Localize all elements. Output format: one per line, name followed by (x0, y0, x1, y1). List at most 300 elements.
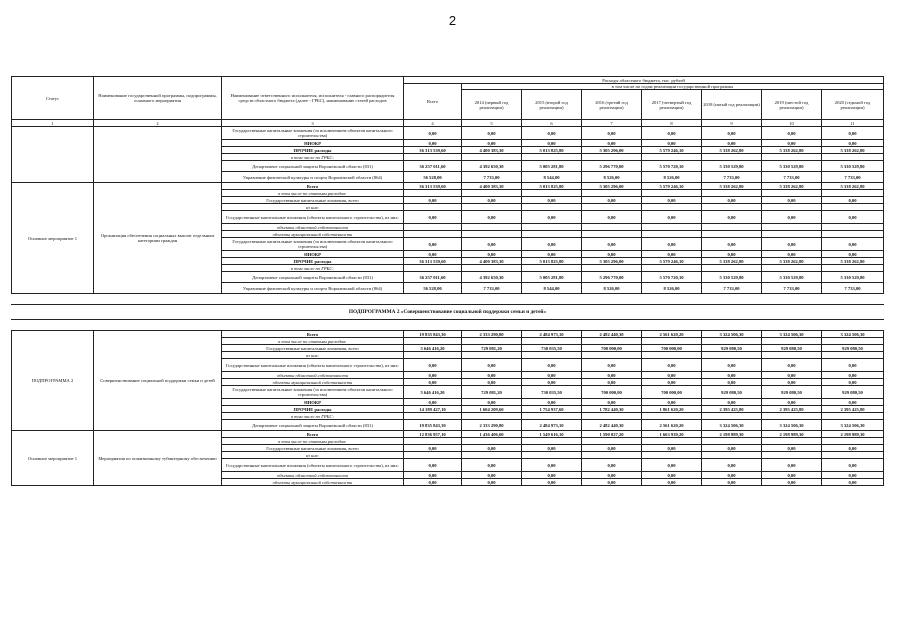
total-value (404, 265, 462, 272)
year-value: 2 198 989,30 (762, 431, 822, 438)
year-value: 7 733,00 (462, 172, 522, 183)
year-value: 0,00 (522, 445, 582, 452)
total-value (404, 438, 462, 445)
year-value (522, 190, 582, 197)
year-value: 0,00 (822, 127, 884, 140)
total-value: 36 257 011,60 (404, 161, 462, 172)
year-value: 1 604 209,60 (462, 406, 522, 413)
year-value: 0,00 (522, 399, 582, 406)
year-value: 0,00 (762, 445, 822, 452)
year-value (522, 413, 582, 420)
year-value: 2 333 290,80 (462, 420, 522, 431)
year-value: 0,00 (462, 197, 522, 204)
year-value: 5 330 529,80 (762, 161, 822, 172)
year-value: 3 324 506,30 (822, 331, 884, 338)
year-value: 0,00 (762, 140, 822, 147)
expense-item-label: в том числе по ГРБС: (222, 265, 404, 272)
year-value: 5 579 246,10 (642, 147, 702, 154)
year-value: 4 400 383,30 (462, 183, 522, 190)
year-value (822, 338, 884, 345)
year-value (462, 452, 522, 459)
year-value (822, 231, 884, 238)
total-value (404, 352, 462, 359)
year-value: 2 395 425,80 (822, 406, 884, 413)
year-header: 2015 (второй год реализации) (522, 90, 582, 120)
year-value (642, 452, 702, 459)
total-value: 0,00 (404, 197, 462, 204)
year-value: 0,00 (822, 472, 884, 479)
year-value (522, 265, 582, 272)
total-value (404, 224, 462, 231)
budget-header: Расходы областного бюджета, тыс. рублей (404, 77, 884, 84)
column-number: 11 (822, 120, 884, 127)
year-value: 0,00 (822, 379, 884, 386)
status-cell: ПОДПРОГРАММА 2 (12, 331, 94, 431)
year-value: 0,00 (582, 238, 642, 251)
year-value: 0,00 (462, 472, 522, 479)
expense-item-label: Государственные капитальные вложения (за исключением объектов капитального строительства) (222, 386, 404, 399)
year-value: 0,00 (762, 379, 822, 386)
total-value: 0,00 (404, 238, 462, 251)
year-value: 0,00 (702, 197, 762, 204)
year-value (462, 265, 522, 272)
year-value (462, 352, 522, 359)
year-value: 2 395 425,80 (702, 406, 762, 413)
year-value: 730 035,50 (522, 386, 582, 399)
year-value (522, 338, 582, 345)
section-row (12, 305, 884, 320)
table-row (12, 183, 884, 190)
year-value: 0,00 (462, 372, 522, 379)
column-number: 6 (522, 120, 582, 127)
year-value: 0,00 (822, 399, 884, 406)
year-value: 1 436 406,60 (462, 431, 522, 438)
year-value: 7 733,00 (822, 172, 884, 183)
year-value: 5 005 281,80 (522, 161, 582, 172)
year-value: 4 400 383,30 (462, 147, 522, 154)
year-value: 0,00 (582, 211, 642, 224)
year-header: 2016 (третий год реализации) (582, 90, 642, 120)
year-value: 0,00 (762, 127, 822, 140)
year-value: 2 482 440,30 (582, 331, 642, 338)
year-value (642, 154, 702, 161)
year-value: 5 013 825,80 (522, 147, 582, 154)
expense-item-label: Государственные капитальные вложения (объекты капитального строительства), из них: (222, 459, 404, 472)
year-value: 0,00 (522, 251, 582, 258)
year-value: 0,00 (642, 197, 702, 204)
year-value (582, 154, 642, 161)
expense-item-label: НИОКР (222, 251, 404, 258)
expense-item-label: НИОКР (222, 140, 404, 147)
year-value (582, 231, 642, 238)
year-value: 5 338 262,80 (702, 147, 762, 154)
year-value: 729 081,20 (462, 345, 522, 352)
column-number: 5 (462, 120, 522, 127)
year-value (762, 452, 822, 459)
expense-item-label: объекты муниципальной собственности (222, 379, 404, 386)
year-value (582, 338, 642, 345)
status-cell (12, 127, 94, 183)
year-value: 0,00 (522, 359, 582, 372)
year-value: 8 544,00 (522, 172, 582, 183)
year-value: 1 861 620,20 (642, 406, 702, 413)
program-name-cell: Организация обеспечения социальных выплат отдельным категориям граждан (94, 183, 222, 294)
year-value: 5 338 262,80 (822, 183, 884, 190)
year-value: 0,00 (642, 140, 702, 147)
year-value (822, 190, 884, 197)
year-value: 8 526,00 (582, 172, 642, 183)
total-value: 19 835 843,30 (404, 420, 462, 431)
expense-item-label: в том числе по статьям расходов: (222, 190, 404, 197)
year-value: 5 330 529,80 (822, 161, 884, 172)
expense-item-label: Всего (222, 431, 404, 438)
year-value: 0,00 (522, 197, 582, 204)
total-value: 5 646 416,20 (404, 345, 462, 352)
year-value: 0,00 (762, 211, 822, 224)
year-value (702, 438, 762, 445)
year-value (462, 338, 522, 345)
year-value (762, 413, 822, 420)
year-value: 0,00 (582, 197, 642, 204)
year-value (762, 338, 822, 345)
year-value (762, 190, 822, 197)
col-program-header: Наименование государственной программы, подпрограммы, основного мероприятия (94, 77, 222, 120)
year-value (762, 352, 822, 359)
year-value: 0,00 (702, 211, 762, 224)
year-value: 0,00 (642, 479, 702, 486)
total-value (404, 338, 462, 345)
year-value: 0,00 (582, 140, 642, 147)
year-value: 0,00 (522, 127, 582, 140)
year-value (762, 204, 822, 211)
year-value: 730 035,50 (522, 345, 582, 352)
year-value (702, 352, 762, 359)
year-value: 0,00 (822, 372, 884, 379)
column-number: 2 (94, 120, 222, 127)
total-value: 36 313 539,60 (404, 258, 462, 265)
expense-item-label: Департамент социальной защиты Воронежской области (831) (222, 161, 404, 172)
year-value: 2 198 989,30 (822, 431, 884, 438)
year-value (822, 224, 884, 231)
year-value: 0,00 (522, 472, 582, 479)
expense-item-label: ПРОЧИЕ расходы (222, 406, 404, 413)
year-value: 8 526,00 (642, 172, 702, 183)
year-value: 2 333 290,80 (462, 331, 522, 338)
year-value: 5 305 296,00 (582, 147, 642, 154)
year-value: 0,00 (642, 472, 702, 479)
year-value: 5 305 296,00 (582, 258, 642, 265)
year-value (762, 438, 822, 445)
year-value: 0,00 (642, 211, 702, 224)
status-cell: Основное мероприятие 1 (12, 183, 94, 294)
year-value (822, 452, 884, 459)
year-value: 3 324 506,30 (702, 331, 762, 338)
year-value: 0,00 (522, 238, 582, 251)
expense-item-label: Государственные капитальные вложения, всего (222, 197, 404, 204)
year-value: 0,00 (762, 238, 822, 251)
year-value: 0,00 (822, 445, 884, 452)
year-value: 700 000,00 (642, 386, 702, 399)
year-value: 8 544,00 (522, 283, 582, 294)
year-value: 8 526,00 (642, 283, 702, 294)
year-value (582, 413, 642, 420)
year-value: 929 080,50 (762, 386, 822, 399)
year-value: 0,00 (702, 379, 762, 386)
expense-item-label: Всего (222, 183, 404, 190)
year-value: 0,00 (582, 379, 642, 386)
total-value: 0,00 (404, 399, 462, 406)
year-value: 929 080,50 (822, 345, 884, 352)
program-name-cell: Мероприятия по пожизненному тубинтерному обеспечению (94, 431, 222, 486)
year-value: 7 733,00 (462, 283, 522, 294)
expense-item-label: объекты муниципальной собственности (222, 479, 404, 486)
year-value: 0,00 (642, 372, 702, 379)
year-value: 7 733,00 (762, 283, 822, 294)
year-value: 3 324 506,30 (822, 420, 884, 431)
expense-item-label: Государственные капитальные вложения (объекты капитального строительства), из них: (222, 359, 404, 372)
expense-item-label: Департамент социальной защиты Воронежской области (831) (222, 420, 404, 431)
year-value: 0,00 (642, 445, 702, 452)
year-value: 929 080,50 (702, 345, 762, 352)
column-number: 4 (404, 120, 462, 127)
year-value: 0,00 (522, 211, 582, 224)
column-number: 3 (222, 120, 404, 127)
year-value: 0,00 (642, 359, 702, 372)
year-value: 7 733,00 (822, 283, 884, 294)
expense-item-label: Государственные капитальные вложения (за исключением объектов капитального строительства) (222, 127, 404, 140)
year-value: 3 324 506,30 (702, 420, 762, 431)
status-cell: Основное мероприятие 1 (12, 431, 94, 486)
year-value: 0,00 (462, 379, 522, 386)
year-value: 0,00 (582, 127, 642, 140)
year-value (462, 413, 522, 420)
year-value: 929 080,50 (762, 345, 822, 352)
year-value (642, 413, 702, 420)
year-value: 0,00 (642, 251, 702, 258)
year-value (582, 190, 642, 197)
year-value: 1 663 939,20 (642, 431, 702, 438)
year-value: 0,00 (582, 459, 642, 472)
year-value: 0,00 (702, 399, 762, 406)
total-value: 0,00 (404, 140, 462, 147)
column-number: 10 (762, 120, 822, 127)
year-value: 0,00 (642, 459, 702, 472)
year-value: 4 392 650,30 (462, 161, 522, 172)
year-value: 0,00 (822, 479, 884, 486)
year-value: 0,00 (642, 238, 702, 251)
year-value (582, 352, 642, 359)
year-value: 0,00 (582, 445, 642, 452)
year-value (642, 438, 702, 445)
expense-item-label: ПРОЧИЕ расходы (222, 147, 404, 154)
year-value: 729 081,20 (462, 386, 522, 399)
total-value (404, 154, 462, 161)
year-value: 0,00 (762, 459, 822, 472)
spacer-row (12, 320, 884, 331)
year-value: 0,00 (702, 127, 762, 140)
column-number: 7 (582, 120, 642, 127)
year-value: 0,00 (582, 251, 642, 258)
column-number: 8 (642, 120, 702, 127)
year-value: 0,00 (462, 479, 522, 486)
year-value: 0,00 (582, 359, 642, 372)
expense-item-label: объекты областной собственности (222, 472, 404, 479)
year-value (762, 265, 822, 272)
program-name-cell: Совершенствование социальной поддержки семьи и детей (94, 331, 222, 431)
year-value (462, 190, 522, 197)
year-value: 2 484 973,10 (522, 331, 582, 338)
year-value: 0,00 (702, 472, 762, 479)
year-value (642, 231, 702, 238)
year-value: 0,00 (822, 238, 884, 251)
year-value: 0,00 (462, 459, 522, 472)
year-value: 0,00 (822, 140, 884, 147)
year-value: 3 324 506,30 (762, 420, 822, 431)
year-value: 0,00 (642, 379, 702, 386)
column-number: 9 (702, 120, 762, 127)
year-value: 0,00 (462, 211, 522, 224)
table-row (12, 127, 884, 140)
expense-item-label: Департамент социальной защиты Воронежской области (831) (222, 272, 404, 283)
year-header: 2014 (первый год реализации) (462, 90, 522, 120)
total-value: 0,00 (404, 479, 462, 486)
table-row (12, 331, 884, 338)
year-value (822, 265, 884, 272)
total-value: 0,00 (404, 127, 462, 140)
year-value: 0,00 (822, 459, 884, 472)
years-header: в том числе по годам реализации государственной программы (462, 84, 884, 90)
expense-item-label: Управление физической культуры и спорта Воронежской области (864) (222, 283, 404, 294)
year-value: 929 080,50 (702, 386, 762, 399)
total-value: 19 835 843,30 (404, 331, 462, 338)
year-header: 2017 (четвертый год реализации) (642, 90, 702, 120)
total-header: Всего (404, 84, 462, 120)
spacer-cell (12, 320, 884, 331)
year-value (702, 190, 762, 197)
year-value: 0,00 (582, 372, 642, 379)
year-value: 0,00 (462, 445, 522, 452)
year-value: 4 392 650,30 (462, 272, 522, 283)
total-value: 0,00 (404, 472, 462, 479)
year-value: 0,00 (582, 472, 642, 479)
expense-item-label: НИОКР (222, 399, 404, 406)
year-value: 5 330 529,80 (702, 272, 762, 283)
year-value (522, 452, 582, 459)
total-value: 0,00 (404, 379, 462, 386)
total-value: 36 313 539,60 (404, 147, 462, 154)
year-value (522, 224, 582, 231)
year-value: 0,00 (762, 372, 822, 379)
year-value (642, 224, 702, 231)
total-value: 0,00 (404, 459, 462, 472)
year-value: 0,00 (702, 479, 762, 486)
year-value (702, 413, 762, 420)
year-value: 0,00 (522, 479, 582, 486)
year-value: 5 013 825,80 (522, 258, 582, 265)
year-value: 2 198 989,30 (702, 431, 762, 438)
year-value: 1 754 937,60 (522, 406, 582, 413)
year-value: 5 338 262,80 (702, 183, 762, 190)
year-header: 2018 (пятый год реализации) (702, 90, 762, 120)
total-value (404, 413, 462, 420)
year-value: 0,00 (702, 359, 762, 372)
year-header: 2019 (шестой год реализации) (762, 90, 822, 120)
year-value: 0,00 (762, 251, 822, 258)
year-value: 0,00 (522, 459, 582, 472)
year-value: 0,00 (522, 372, 582, 379)
year-value (462, 154, 522, 161)
year-value: 5 570 720,10 (642, 272, 702, 283)
col-status-header: Статус (12, 77, 94, 120)
total-value (404, 190, 462, 197)
year-value: 5 013 825,80 (522, 183, 582, 190)
total-value: 0,00 (404, 251, 462, 258)
year-value (642, 265, 702, 272)
expense-item-label: в том числе по ГРБС: (222, 154, 404, 161)
expense-item-label: из них: (222, 352, 404, 359)
year-value (522, 438, 582, 445)
year-value: 0,00 (762, 359, 822, 372)
program-name-cell (94, 127, 222, 183)
year-value: 5 579 246,10 (642, 183, 702, 190)
year-value: 5 570 720,10 (642, 161, 702, 172)
year-value: 0,00 (462, 140, 522, 147)
year-value (522, 204, 582, 211)
expense-item-label: Всего (222, 331, 404, 338)
year-value (822, 154, 884, 161)
year-value (642, 338, 702, 345)
year-value (462, 204, 522, 211)
expense-item-label: ПРОЧИЕ расходы (222, 258, 404, 265)
year-value: 5 305 296,00 (582, 183, 642, 190)
year-value (462, 224, 522, 231)
year-value: 0,00 (522, 140, 582, 147)
year-value (642, 352, 702, 359)
year-value: 0,00 (702, 251, 762, 258)
year-value: 5 296 770,00 (582, 272, 642, 283)
year-value: 1 590 027,20 (582, 431, 642, 438)
year-value (642, 190, 702, 197)
year-value: 0,00 (462, 359, 522, 372)
year-value: 0,00 (822, 211, 884, 224)
year-value (762, 231, 822, 238)
expense-item-label: Государственные капитальные вложения, всего (222, 345, 404, 352)
total-value: 56 528,00 (404, 172, 462, 183)
year-value (762, 224, 822, 231)
col-executor-header: Наименование ответственного исполнителя, исполнителя - главного распорядителя средств областного бюджета (далее - ГРБС), наименование статей расходов (222, 77, 404, 120)
expense-item-label: Государственные капитальные вложения (за исключением объектов капитального строительства) (222, 238, 404, 251)
expense-item-label: в том числе по статьям расходов: (222, 438, 404, 445)
year-value: 0,00 (762, 399, 822, 406)
expense-item-label: из них: (222, 204, 404, 211)
year-value: 2 561 620,20 (642, 331, 702, 338)
expense-item-label: объекты областной собственности (222, 224, 404, 231)
year-value: 5 338 262,80 (702, 258, 762, 265)
year-value: 0,00 (582, 479, 642, 486)
year-value: 2 482 440,30 (582, 420, 642, 431)
expense-item-label: в том числе по ГРБС: (222, 413, 404, 420)
year-value: 0,00 (462, 238, 522, 251)
total-value (404, 452, 462, 459)
total-value: 36 257 011,60 (404, 272, 462, 283)
year-value: 2 561 620,20 (642, 420, 702, 431)
expense-item-label: объекты муниципальной собственности (222, 231, 404, 238)
year-value (582, 224, 642, 231)
total-value: 0,00 (404, 445, 462, 452)
year-value (582, 204, 642, 211)
total-value (404, 204, 462, 211)
total-value (404, 231, 462, 238)
